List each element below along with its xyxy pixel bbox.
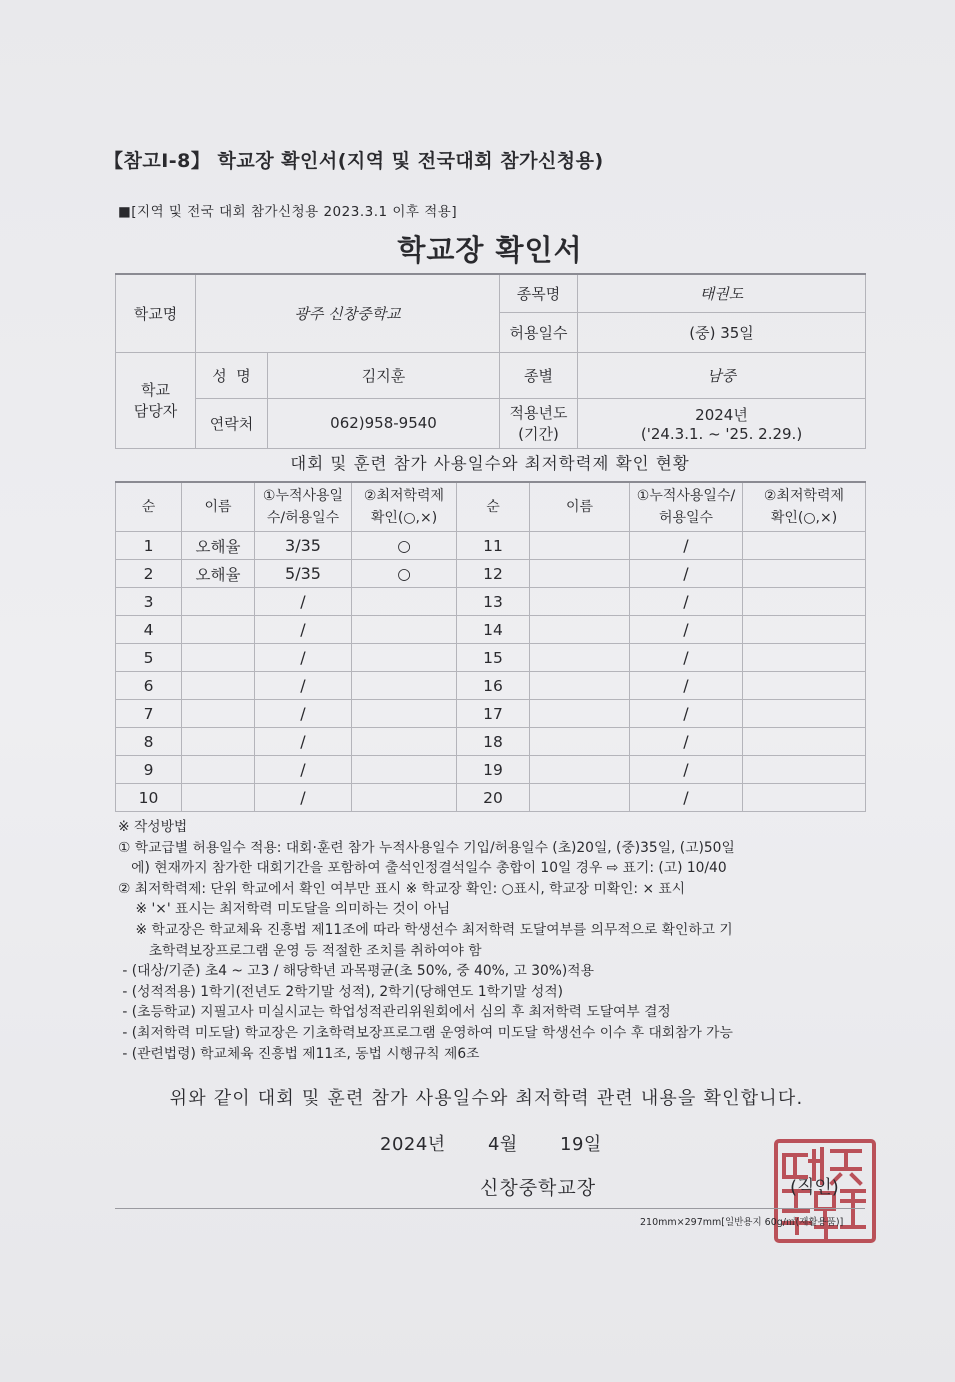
header-days-left	[255, 482, 352, 532]
academic-check-left	[352, 616, 457, 644]
header-name-right: 이름	[530, 482, 630, 532]
days-used-right: /	[630, 672, 743, 700]
days-used-right: /	[630, 560, 743, 588]
instruction-line: ※ 학교장은 학교체육 진흥법 제11조에 따라 학생선수 최저학력 도달여부를 의무적으로 확인하고 기	[118, 921, 733, 938]
status-table	[115, 481, 866, 812]
year-value-line1: 2024년	[695, 405, 748, 424]
header-acad-right-line2: 확인(○,×)	[770, 510, 838, 526]
issue-month: 4월	[487, 1134, 518, 1155]
issue-date	[380, 1130, 638, 1156]
table-row	[116, 532, 866, 560]
academic-check-left	[352, 756, 457, 784]
table-row	[116, 644, 866, 672]
row-number-right: 15	[457, 644, 530, 672]
year-label-line2: (기간)	[518, 425, 559, 443]
instruction-line: - (초등학교) 지필고사 미실시교는 학업성적관리위원회에서 심의 후 최저학력 도달여부 결정	[118, 1004, 671, 1021]
student-name-right	[530, 588, 630, 616]
instruction-line: 초학력보장프로그램 운영 등 적절한 조치를 취하여야 함	[118, 942, 482, 959]
year-label-line1: 적용년도	[509, 404, 568, 422]
table-row	[116, 672, 866, 700]
academic-check-right	[743, 728, 866, 756]
row-number-right: 18	[457, 728, 530, 756]
days-used-right: /	[630, 784, 743, 812]
days-used-right: /	[630, 616, 743, 644]
instruction-line: ※ '×' 표시는 최저학력 미도달을 의미하는 것이 아님	[118, 901, 451, 918]
year-value-line2: ('24.3.1. ~ '25. 2.29.)	[640, 424, 803, 443]
school-label: 학교명	[116, 274, 196, 352]
applicability-note: ■[지역 및 전국 대회 참가신청용 2023.3.1 이후 적용]	[118, 204, 458, 220]
status-body	[116, 532, 866, 812]
sport-value: 태권도	[578, 274, 866, 312]
days-used-left: /	[255, 700, 352, 728]
days-used-left: /	[255, 616, 352, 644]
header-days-right-line2: 허용일수	[658, 510, 714, 526]
student-name-left	[182, 588, 255, 616]
academic-check-left	[352, 700, 457, 728]
row-number-right: 11	[457, 532, 530, 560]
row-number-left: 3	[116, 588, 182, 616]
year-label	[500, 398, 578, 448]
instruction-line: ① 학교급별 허용일수 적용: 대회·훈련 참가 누적사용일수 기입/허용일수 (초)20일, (중)35일, (고)50일	[118, 839, 735, 856]
table-row	[116, 560, 866, 588]
student-name-left	[182, 784, 255, 812]
academic-check-right	[743, 672, 866, 700]
header-days-right	[630, 482, 743, 532]
academic-check-left	[352, 784, 457, 812]
year-value	[578, 398, 866, 448]
header-acad-left	[352, 482, 457, 532]
days-used-left: /	[255, 588, 352, 616]
header-acad-right	[743, 482, 866, 532]
row-number-left: 1	[116, 532, 182, 560]
name-label: 성 명	[196, 352, 268, 398]
phone-value: 062)958-9540	[268, 398, 500, 448]
instruction-line: ② 최저학력제: 단위 학교에서 확인 여부만 표시 ※ 학교장 확인: ○표시, 학교장 미확인: × 표시	[118, 880, 686, 897]
name-value: 김지훈	[268, 352, 500, 398]
header-days-left-line2: 수/허용일수	[266, 510, 340, 526]
student-name-left	[182, 672, 255, 700]
days-used-right: /	[630, 728, 743, 756]
table-row	[116, 588, 866, 616]
academic-check-right	[743, 532, 866, 560]
student-name-left	[182, 644, 255, 672]
student-name-right	[530, 756, 630, 784]
header-acad-left-line1: ②최저학력제	[363, 488, 445, 504]
student-name-right	[530, 560, 630, 588]
days-used-right: /	[630, 644, 743, 672]
days-used-left: /	[255, 784, 352, 812]
student-name-right	[530, 532, 630, 560]
header-acad-right-line1: ②최저학력제	[763, 488, 845, 504]
header-days-right-line1: ①누적사용일수/	[636, 488, 736, 504]
status-header-row	[116, 482, 866, 532]
reference-title: 【참고Ⅰ-8】 학교장 확인서(지역 및 전국대회 참가신청용)	[104, 150, 604, 172]
confirmation-statement: 위와 같이 대회 및 훈련 참가 사용일수와 최저학력 관련 내용을 확인합니다.	[169, 1088, 804, 1109]
student-name-left	[182, 756, 255, 784]
student-name-right	[530, 784, 630, 812]
student-name-left	[182, 616, 255, 644]
gender-value: 남중	[578, 352, 866, 398]
row-number-left: 10	[116, 784, 182, 812]
row-number-right: 14	[457, 616, 530, 644]
academic-check-right	[743, 560, 866, 588]
allowed-days-label: 허용일수	[500, 312, 578, 352]
academic-check-right	[743, 700, 866, 728]
academic-check-right	[743, 644, 866, 672]
row-number-left: 5	[116, 644, 182, 672]
school-value: 광주 신창중학교	[196, 274, 500, 352]
academic-check-left	[352, 728, 457, 756]
header-name-left: 이름	[182, 482, 255, 532]
gender-label: 종별	[500, 352, 578, 398]
days-used-right: /	[630, 588, 743, 616]
issue-year: 2024년	[380, 1134, 446, 1155]
instruction-line: ※ 작성방법	[118, 819, 188, 835]
header-acad-left-line2: 확인(○,×)	[370, 510, 438, 526]
phone-label: 연락처	[196, 398, 268, 448]
days-used-left: /	[255, 728, 352, 756]
academic-check-left	[352, 672, 457, 700]
contact-label	[116, 352, 196, 448]
academic-check-left	[352, 588, 457, 616]
table-row	[116, 784, 866, 812]
days-used-left: /	[255, 672, 352, 700]
student-name-right	[530, 644, 630, 672]
row-number-right: 16	[457, 672, 530, 700]
row-number-left: 7	[116, 700, 182, 728]
header-no-right: 순	[457, 482, 530, 532]
allowed-days-value: (중) 35일	[578, 312, 866, 352]
days-used-right: /	[630, 532, 743, 560]
days-used-right: /	[630, 700, 743, 728]
document-title: 학교장 확인서	[397, 233, 583, 267]
days-used-right: /	[630, 756, 743, 784]
academic-check-left: ○	[352, 532, 457, 560]
days-used-left: /	[255, 756, 352, 784]
student-name-right	[530, 672, 630, 700]
days-used-left: 5/35	[255, 560, 352, 588]
instruction-line: - (관련법령) 학교체육 진흥법 제11조, 동법 시행규칙 제6조	[118, 1045, 480, 1062]
table-row	[116, 728, 866, 756]
row-number-right: 20	[457, 784, 530, 812]
table-row	[116, 616, 866, 644]
student-name-right	[530, 616, 630, 644]
issue-day: 19일	[560, 1134, 602, 1155]
academic-check-right	[743, 616, 866, 644]
row-number-right: 17	[457, 700, 530, 728]
student-name-left	[182, 728, 255, 756]
student-name-right	[530, 700, 630, 728]
row-number-left: 9	[116, 756, 182, 784]
row-number-left: 6	[116, 672, 182, 700]
paper-spec-footer: 210mm×297mm[일반용지 60g/㎡(재활용품)]	[640, 1217, 844, 1228]
sport-label: 종목명	[500, 274, 578, 312]
table-row	[116, 756, 866, 784]
header-days-left-line1: ①누적사용일	[262, 488, 344, 504]
academic-check-right	[743, 588, 866, 616]
academic-check-right	[743, 784, 866, 812]
row-number-right: 13	[457, 588, 530, 616]
row-number-left: 2	[116, 560, 182, 588]
seal-placeholder-text: (직인)	[790, 1177, 839, 1198]
row-number-left: 8	[116, 728, 182, 756]
table-row	[116, 700, 866, 728]
info-table	[115, 273, 866, 449]
principal-title: 신창중학교장	[480, 1177, 597, 1199]
instruction-line: 에) 현재까지 참가한 대회기간을 포함하여 출석인정결석일수 총합이 10일 경우 ⇨ 표기: (고) 10/40	[118, 860, 727, 877]
contact-label-line1: 학교	[141, 381, 170, 399]
footer-divider	[115, 1208, 865, 1209]
instruction-line: - (최저학력 미도달) 학교장은 기초학력보장프로그램 운영하여 미도달 학생선수 이수 후 대회참가 가능	[118, 1024, 733, 1041]
academic-check-left: ○	[352, 560, 457, 588]
academic-check-right	[743, 756, 866, 784]
row-number-left: 4	[116, 616, 182, 644]
instruction-line: - (대상/기준) 초4 ~ 고3 / 해당학년 과목평균(초 50%, 중 40%, 고 30%)적용	[118, 963, 594, 980]
academic-check-left	[352, 644, 457, 672]
student-name-left: 오해율	[182, 560, 255, 588]
row-number-right: 12	[457, 560, 530, 588]
contact-label-line2: 담당자	[133, 402, 178, 420]
header-no-left: 순	[116, 482, 182, 532]
days-used-left: /	[255, 644, 352, 672]
student-name-left: 오해율	[182, 532, 255, 560]
instruction-line: - (성적적용) 1학기(전년도 2학기말 성적), 2학기(당해연도 1학기말 성적)	[118, 983, 564, 1000]
row-number-right: 19	[457, 756, 530, 784]
writing-instructions	[118, 817, 868, 1064]
days-used-left: 3/35	[255, 532, 352, 560]
section-title: 대회 및 훈련 참가 사용일수와 최저학력제 확인 현황	[290, 454, 690, 473]
student-name-left	[182, 700, 255, 728]
student-name-right	[530, 728, 630, 756]
